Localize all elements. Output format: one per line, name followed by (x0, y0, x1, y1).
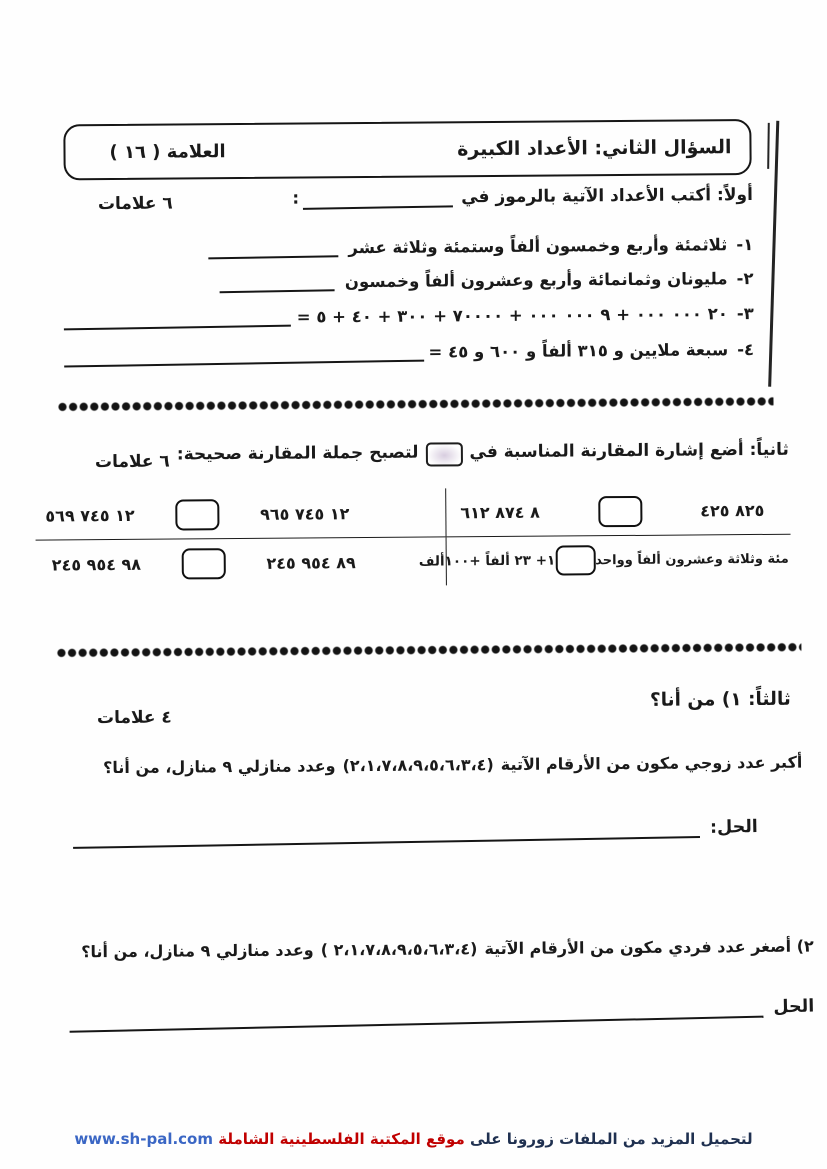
item-row-4 (64, 340, 754, 368)
operand-b: ١+ ٢٣ ألفاً +١٠٠ألف (418, 552, 556, 570)
operand-b: ١٢ ٧٤٥ ٥٦٩ (45, 505, 135, 526)
section-one-heading (292, 185, 753, 211)
comparison-sign-box[interactable] (555, 545, 595, 575)
comparison-sign-box[interactable] (182, 548, 226, 579)
question-1-digits: (٢،١،٧،٨،٩،٥،٦،٣،٤) (342, 755, 494, 776)
operand-b: ٩٨ ٩٥٤ ٢٤٥ (51, 554, 142, 575)
question-2-lead: ٢) أصغر عدد فردي مكون من الأرقام الآتية (484, 936, 814, 959)
item-3-answer-blank[interactable] (64, 308, 291, 331)
item-1-number: ١- (736, 235, 754, 255)
heading-answer-blank[interactable] (303, 187, 453, 209)
question-1-solution-row (73, 817, 758, 852)
operand-b: ٨ ٨٧٤ ٦١٢ (460, 502, 540, 522)
comparison-cell-bottom-right (418, 535, 791, 586)
operand-a: ٨٢٥ ٤٢٥ (700, 500, 765, 520)
item-3-expression: = ٢٠ ٠٠٠ ٠٠٠ + ٩ ٠٠٠ ٠٠٠ + ٧٠٠٠٠ + ٣٠٠ + ٤٠ + ٥ (296, 304, 728, 327)
comparison-sign-placeholder-box (425, 442, 462, 466)
question-2-solution-label: الحل (773, 996, 815, 1018)
footer-url[interactable]: www.sh-pal.com (74, 1130, 213, 1148)
footer-prefix: لتحميل المزيد من الملفات زورونا على (470, 1130, 753, 1148)
comparison-cell-top-right (445, 486, 790, 537)
item-4-answer-blank[interactable] (64, 343, 425, 368)
operand-a: ٨٩ ٩٥٤ ٢٤٥ (266, 552, 356, 573)
question-1-tail: وعدد منازلي ٩ منازل، من أنا؟ (102, 756, 336, 778)
item-2-text: مليونان وثمانمائة وأربع وعشرون ألفاً وخمسون (344, 269, 728, 292)
question-2-solution-blank[interactable] (69, 998, 763, 1034)
page-edge-tick (767, 123, 770, 169)
footer-site-name: موقع المكتبة الفلسطينية الشاملة (218, 1130, 465, 1148)
question-header-box (63, 119, 751, 180)
comparison-cell-top-left (35, 488, 445, 539)
comparison-cell-bottom-left (36, 537, 446, 588)
heading-colon: : (292, 188, 300, 209)
question-1-solution-label: الحل: (709, 816, 758, 838)
item-4-text: سبعة ملايين و ٣١٥ ألفاً و ٦٠٠ و ٤٥ = (428, 340, 729, 362)
item-row-2 (63, 269, 753, 297)
score-label: العلامة ( ١٦ ) (109, 140, 226, 163)
section-divider (56, 642, 801, 659)
section-divider (57, 396, 773, 413)
item-1-text: ثلاثمئة وأربع وخمسون ألفاً وستمئة وثلاثة عشر (348, 235, 728, 258)
section-three-heading: ثالثاً: ١) من أنا؟ (649, 688, 791, 711)
comparison-row-1 (35, 486, 790, 541)
question-title: السؤال الثاني: الأعداد الكبيرة (457, 136, 732, 161)
question-2-digits: ( ٢،١،٧،٨،٩،٥،٦،٣،٤) (320, 939, 478, 960)
section-two-heading-tail: لتصبح جملة المقارنة صحيحة: (176, 442, 419, 465)
question-2-solution-row (69, 997, 814, 1037)
question-2-tail: وعدد منازلي ٩ منازل، من أنا؟ (81, 940, 314, 962)
comparison-row-2 (36, 535, 791, 589)
section-two-heading-lead: ثانياً: أضع إشارة المقارنة المناسبة في (469, 439, 789, 463)
item-2-answer-blank[interactable] (220, 272, 335, 293)
item-2-number: ٢- (736, 268, 754, 289)
item-1-answer-blank[interactable] (208, 238, 338, 259)
section-two-marks: ٦ علامات (94, 451, 170, 473)
item-3-number: ٣- (736, 303, 754, 324)
comparison-sign-box[interactable] (175, 499, 219, 530)
page-edge-line (768, 121, 779, 387)
comparison-sign-box[interactable] (598, 495, 642, 526)
item-row-1 (63, 235, 753, 263)
operand-a: ١٢ ٧٤٥ ٩٦٥ (260, 503, 350, 524)
section-one-heading-text: أولاً: أكتب الأعداد الآتية بالرموز في (461, 185, 753, 208)
section-three-marks: ٤ علامات (96, 707, 172, 729)
question-1-solution-blank[interactable] (73, 818, 700, 849)
item-row-3 (64, 304, 754, 332)
question-1-text (103, 753, 802, 777)
item-4-number: ٤- (737, 339, 755, 360)
section-one-marks: ٦ علامات (97, 193, 173, 215)
comparison-table (35, 486, 791, 589)
question-2-text (81, 937, 814, 962)
section-two-heading (177, 440, 789, 465)
footer-banner (0, 1130, 827, 1148)
question-1-lead: أكبر عدد زوجي مكون من الأرقام الآتية (500, 752, 803, 774)
operand-a: مئة وثلاثة وعشرون ألفاً وواحد (595, 551, 789, 568)
